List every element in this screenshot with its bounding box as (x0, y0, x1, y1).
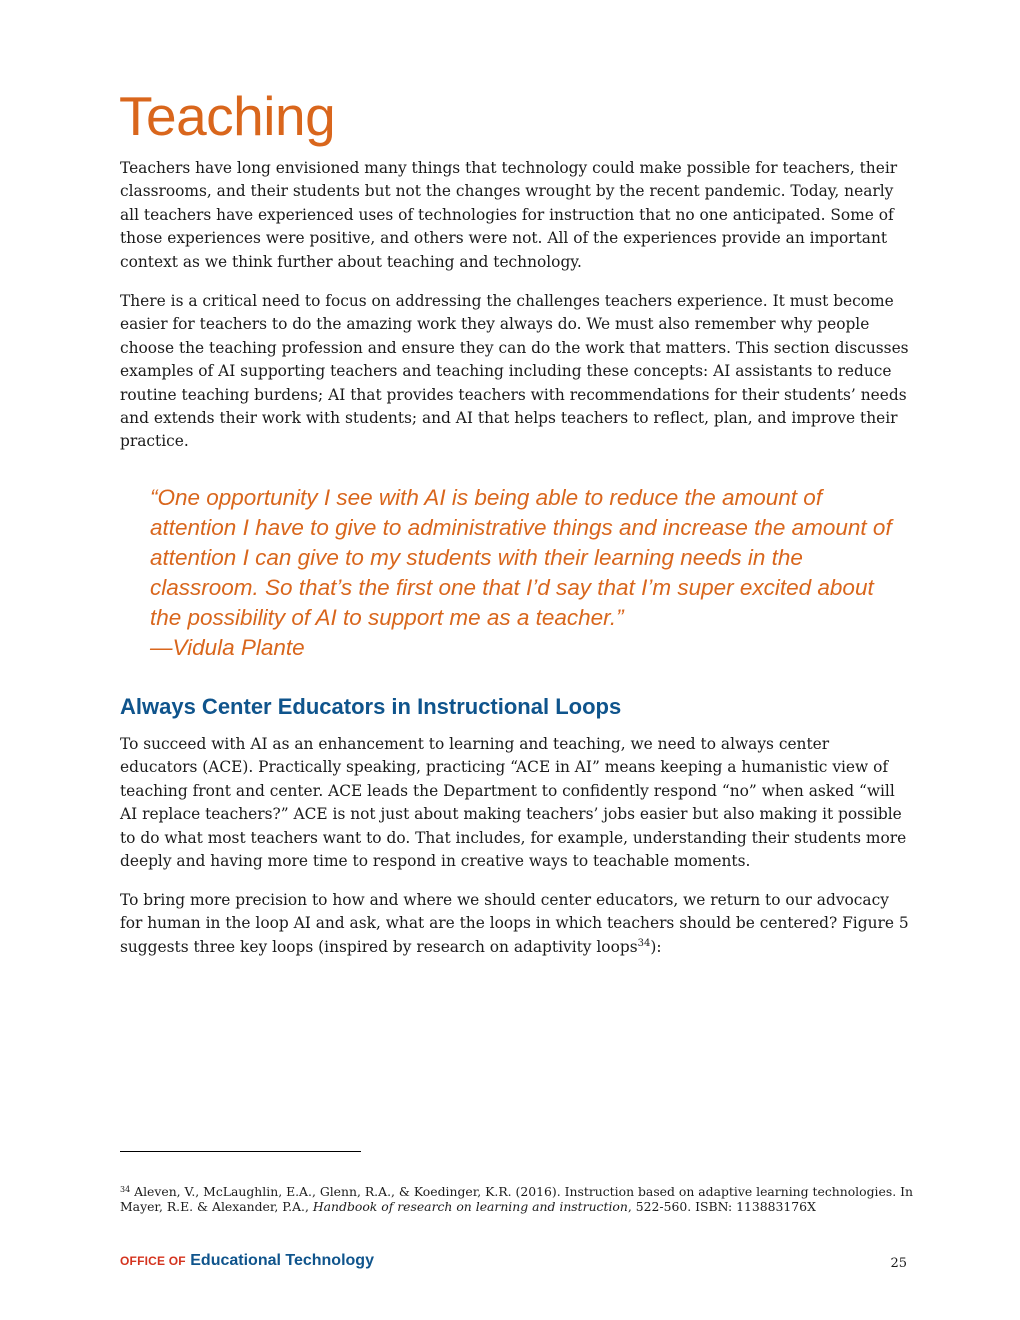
footnote-book-title: Handbook of research on learning and instruction (312, 1199, 628, 1214)
pull-quote (150, 483, 910, 663)
quote-attribution: —Vidula Plante (150, 635, 305, 660)
loops-paragraph (120, 889, 910, 959)
footnote-text: Aleven, V., McLaughlin, E.A., Glenn, R.A., & Koedinger, K.R. (2016). Instruction based on adaptive learning technologies. In Mayer, R.E. & Alexander, P.A., (120, 1184, 913, 1214)
page-title: Teaching (119, 85, 336, 147)
footnote-reference[interactable]: 34 (637, 937, 651, 949)
quote-text: “One opportunity I see with AI is being able to reduce the amount of attention I have to give to administrative things and increase the amount of attention I can give to my students with their learning needs in the classroom. So that’s the first one that I’d say that I’m super excited about the possibility of AI to support me as a teacher.” (150, 485, 892, 630)
challenges-paragraph: There is a critical need to focus on addressing the challenges teachers experience. It must become easier for teachers to do the amazing work they always do. We must also remember why people choose the teaching profession and ensure they can do the work that matters. This section discusses examples of AI supporting teachers and teaching including these concepts: AI assistants to reduce routine teaching burdens; AI that provides teachers with recommendations for their students’ needs and extends their work with students; and AI that helps teachers to reflect, plan, and improve their practice. (120, 292, 909, 451)
footnote-number: 34 (120, 1185, 131, 1194)
loops-text-end: ): (650, 937, 662, 956)
intro-paragraph: Teachers have long envisioned many things that technology could make possible for teachers, their classrooms, and their students but not the changes wrought by the recent pandemic. Today, nearly all teachers have experienced uses of technologies for instruction that no one anticipated. Some of those experiences were positive, and others were not. All of the experiences provide an important context as we think further about teaching and technology. (120, 159, 898, 271)
section-heading: Always Center Educators in Instructional Loops (120, 694, 622, 719)
footnote-divider (120, 1151, 361, 1152)
logo-office-text: OFFICE OF (120, 1254, 186, 1268)
loops-text: To bring more precision to how and where we should center educators, we return to our advocacy for human in the loop AI and ask, what are the loops in which teachers should be centered? Figure 5 suggests three key loops (inspired by research on adaptivity loops (120, 891, 909, 956)
page-number: 25 (890, 1256, 907, 1271)
ace-paragraph: To succeed with AI as an enhancement to learning and teaching, we need to always center educators (ACE). Practically speaking, practicing “ACE in AI” means keeping a humanistic view of teaching front and center. ACE leads the Department to confidently respond “no” when asked “will AI replace teachers?” ACE is not just about making teachers’ jobs easier but also making it possible to do what most teachers want to do. That includes, for example, understanding their students more deeply and having more time to respond in creative ways to teachable moments. (120, 735, 907, 871)
footnote-text-end: , 522-560. ISBN: 113883176X (627, 1199, 816, 1214)
office-logo (120, 1252, 374, 1270)
logo-name-text: Educational Technology (190, 1252, 374, 1269)
footnote (120, 1184, 920, 1214)
